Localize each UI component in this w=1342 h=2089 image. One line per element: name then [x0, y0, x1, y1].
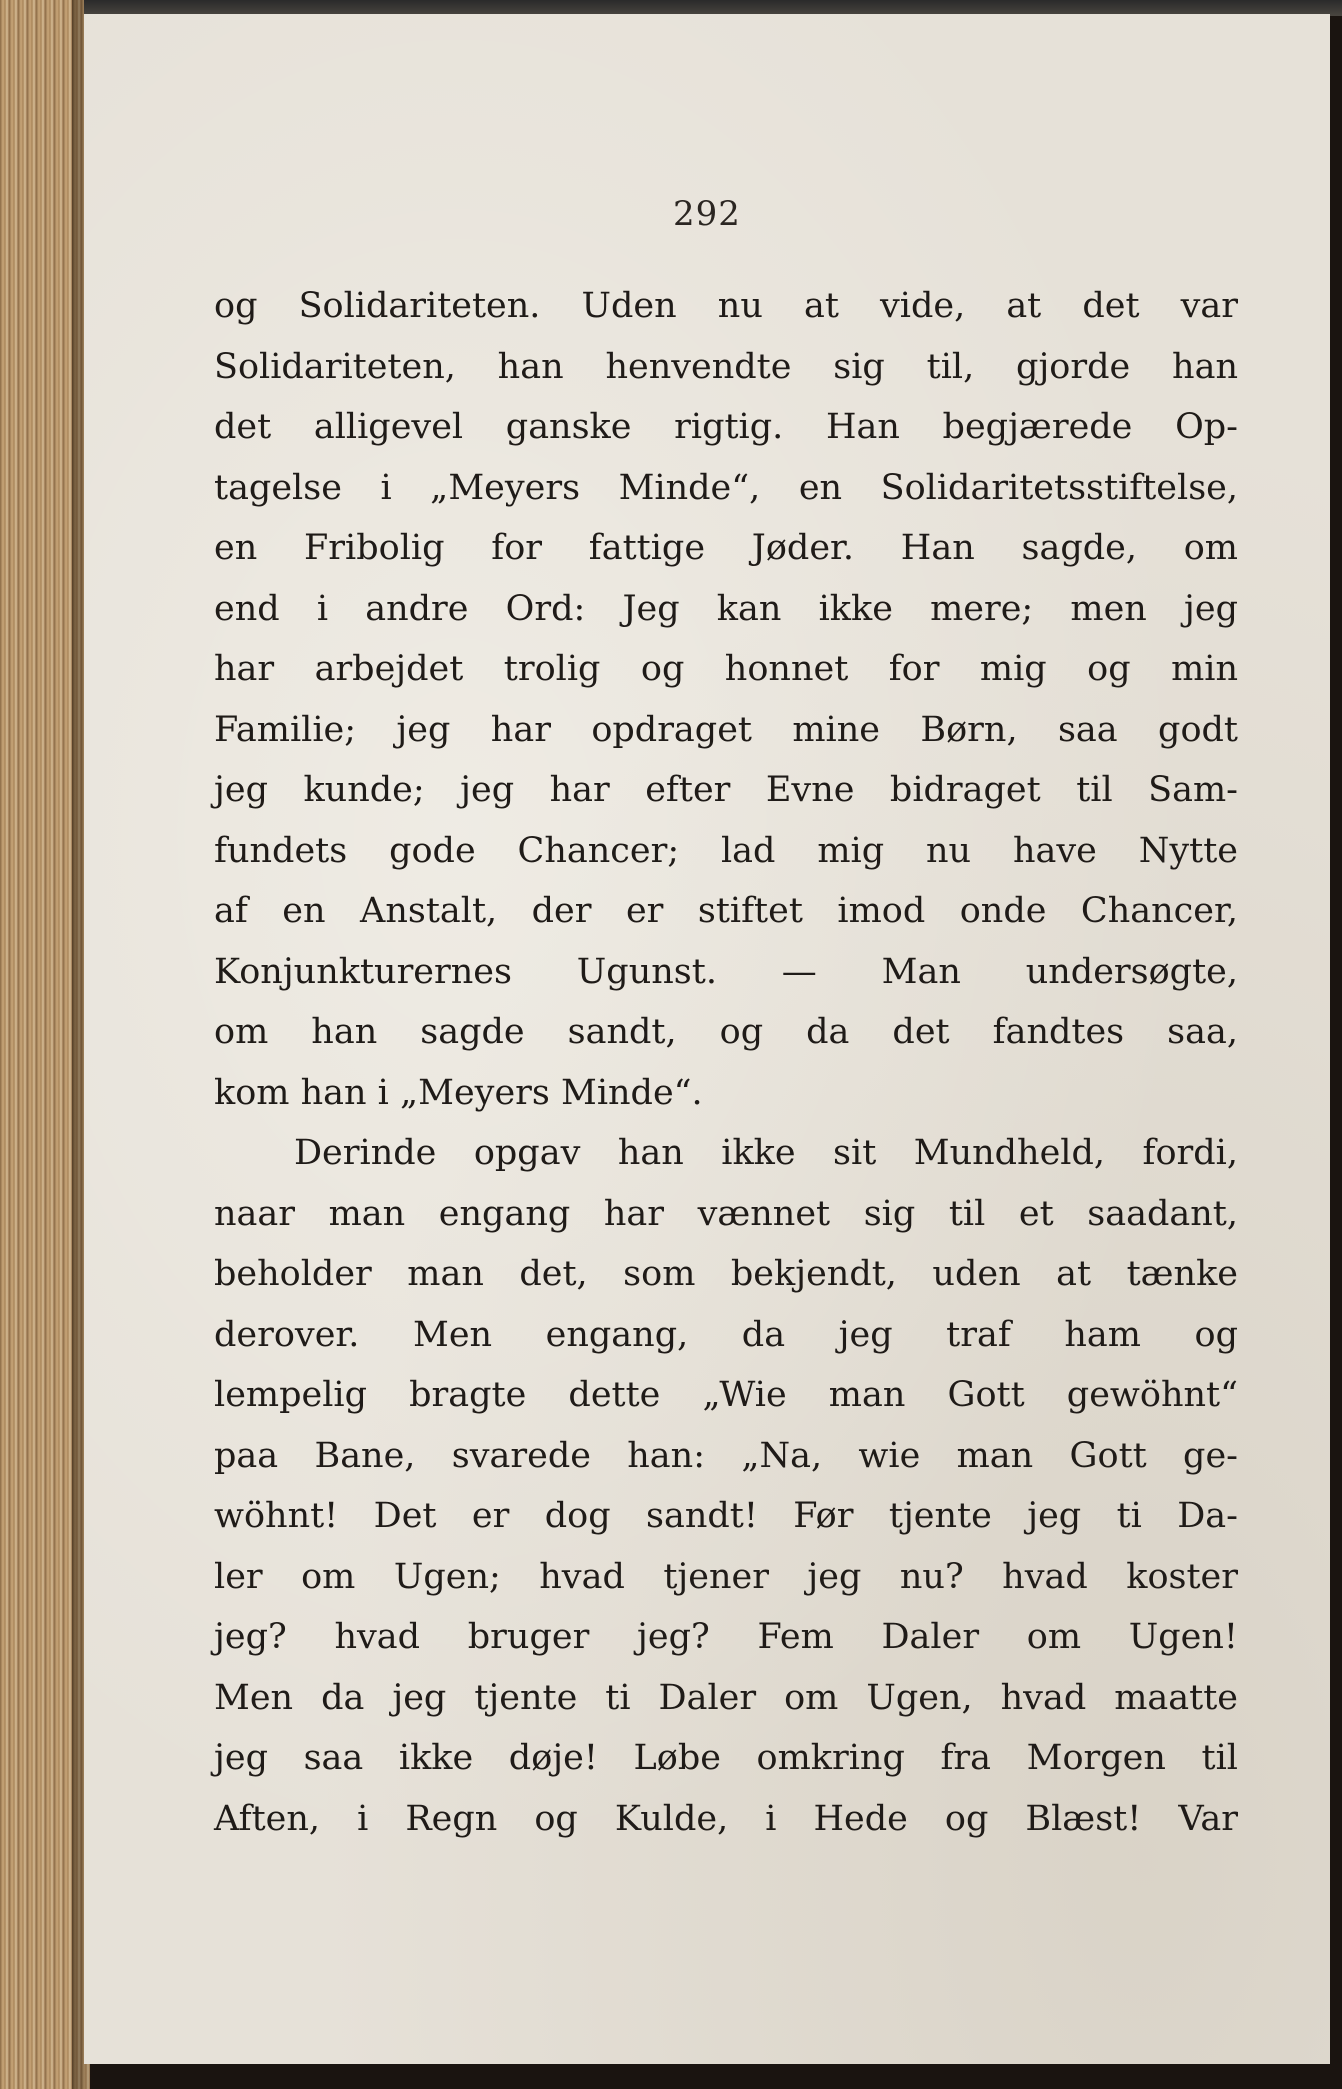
page-number: 292 — [673, 194, 741, 234]
text-line: Solidariteten, han henvendte sig til, gjorde han — [214, 346, 1238, 387]
text-line: Derinde opgav han ikke sit Mundheld, fordi, — [294, 1133, 1238, 1173]
text-line: end i andre Ord: Jeg kan ikke mere; men jeg — [214, 588, 1238, 629]
text-line: jeg saa ikke døje! Løbe omkring fra Morgen til — [214, 1738, 1238, 1778]
text-line: tagelse i „Meyers Minde“, en Solidaritetsstiftelse, — [214, 467, 1238, 508]
text-line: Aften, i Regn og Kulde, i Hede og Blæst! Var — [214, 1798, 1238, 1839]
text-line: ler om Ugen; hvad tjener jeg nu? hvad koster — [214, 1556, 1238, 1597]
text-line: om han sagde sandt, og da det fandtes saa, — [214, 1012, 1238, 1052]
text-line: derover. Men engang, da jeg traf ham og — [214, 1314, 1238, 1355]
text-line: paa Bane, svarede han: „Na, wie man Gott ge- — [214, 1435, 1238, 1476]
text-line: Familie; jeg har opdraget mine Børn, saa godt — [214, 709, 1238, 750]
text-line: Men da jeg tjente ti Daler om Ugen, hvad maatte — [214, 1677, 1238, 1718]
text-line: jeg kunde; jeg har efter Evne bidraget til Sam- — [214, 770, 1238, 810]
text-line: en Fribolig for fattige Jøder. Han sagde, om — [214, 528, 1238, 568]
body-text — [214, 276, 1238, 1849]
text-line: naar man engang har vænnet sig til et saadant, — [214, 1193, 1238, 1234]
text-line: Konjunkturernes Ugunst. — Man undersøgte, — [214, 951, 1238, 992]
text-line: af en Anstalt, der er stiftet imod onde Chancer, — [214, 891, 1238, 931]
text-line: det alligevel ganske rigtig. Han begjærede Op- — [214, 407, 1238, 447]
text-line: og Solidariteten. Uden nu at vide, at det var — [214, 286, 1238, 326]
text-line: wöhnt! Det er dog sandt! Før tjente jeg ti Da- — [214, 1496, 1238, 1536]
text-line: beholder man det, som bekjendt, uden at tænke — [214, 1254, 1238, 1294]
text-line: har arbejdet trolig og honnet for mig og min — [214, 649, 1238, 689]
text-line: lempelig bragte dette „Wie man Gott gewöhnt“ — [214, 1375, 1238, 1415]
text-line: jeg? hvad bruger jeg? Fem Daler om Ugen! — [214, 1617, 1238, 1657]
text-line: kom han i „Meyers Minde“. — [214, 1072, 703, 1113]
text-line: fundets gode Chancer; lad mig nu have Nytte — [214, 830, 1238, 871]
